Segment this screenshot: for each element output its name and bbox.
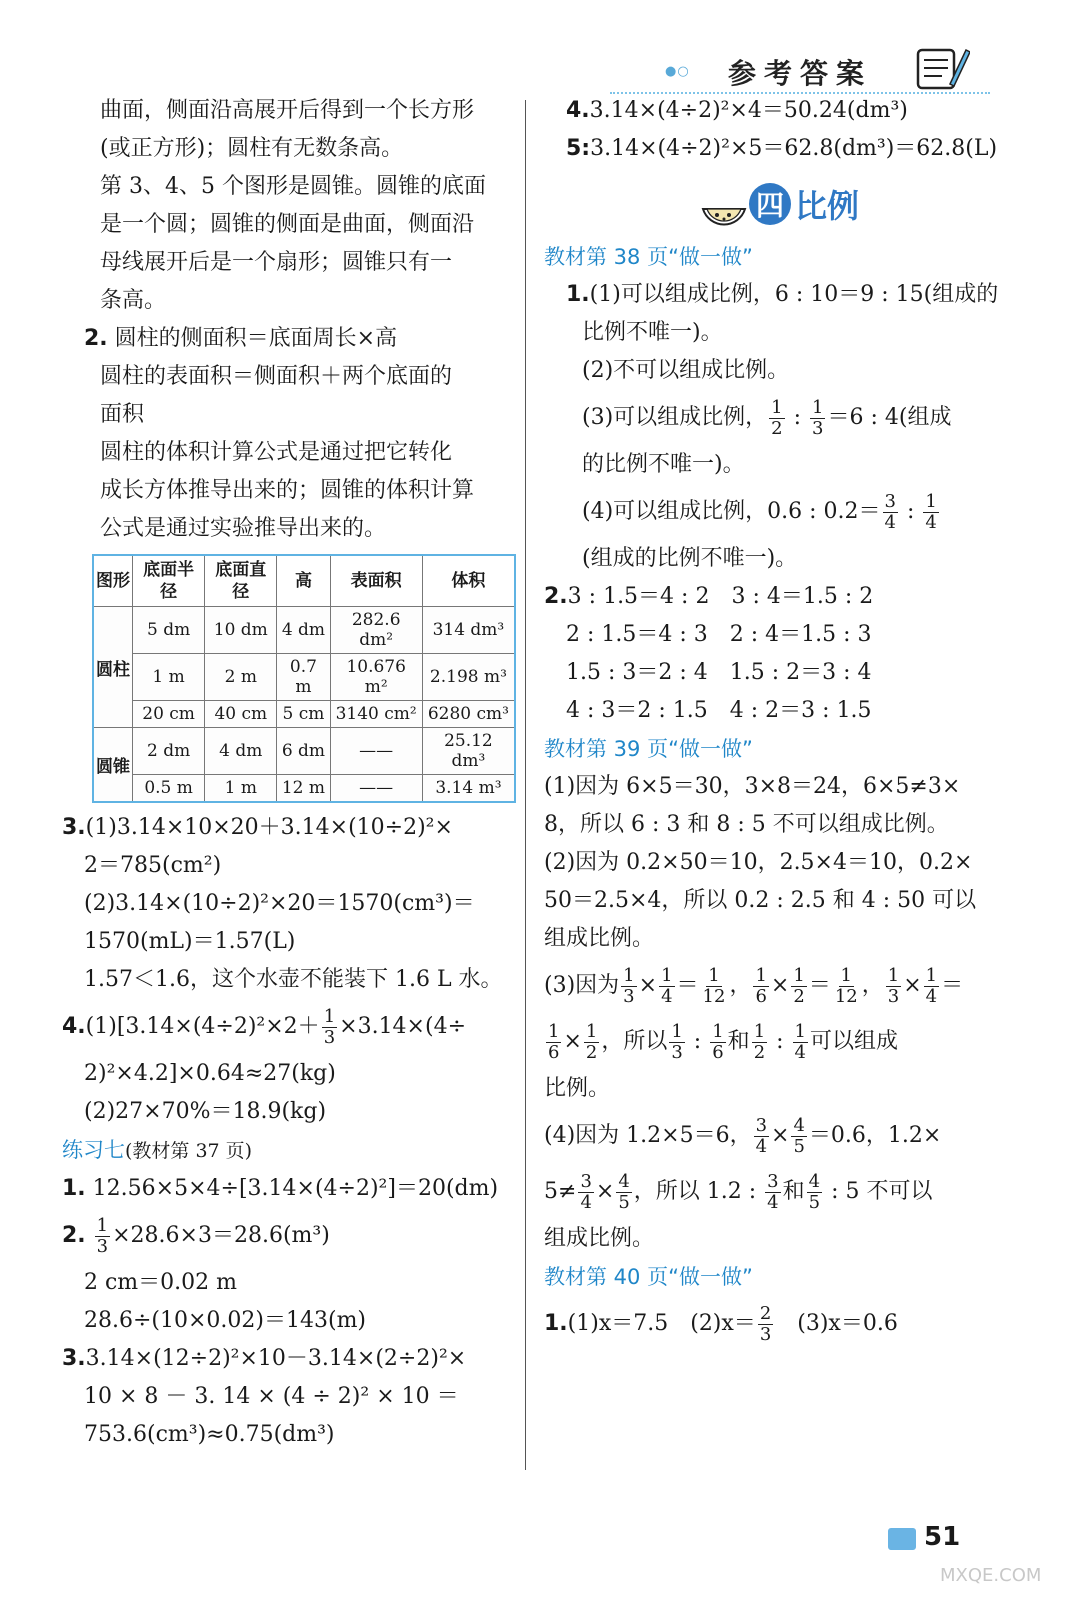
numerator: 1 — [755, 964, 767, 986]
numerator: 1 — [671, 1020, 683, 1042]
table-cell: 2 m — [205, 654, 277, 701]
numerator: 1 — [812, 396, 824, 418]
exercise-1-line — [62, 1170, 512, 1208]
numerator: 1 — [623, 964, 635, 986]
cylinder-cone-table — [92, 554, 516, 803]
fraction — [769, 398, 784, 439]
question-number: 1. — [566, 282, 590, 307]
column-divider — [525, 100, 526, 1470]
answer-text: 圆柱的侧面积＝底面周长×高 — [114, 326, 398, 351]
answer-text: 3.14×(12÷2)²×10－3.14×(2÷2)²× — [85, 1346, 467, 1371]
denominator: 4 — [580, 1191, 592, 1213]
fraction-equation-line: $\frac{1}{6}$ × $\frac{1}{2}$ ，所以 $\frac{1}{3}$ : $\frac{1}{6}$ 和 $\frac{1}{2}$ : $\frac{1}{4}$ 可以组成 — [548, 1020, 899, 1063]
numerator: 3 — [580, 1170, 592, 1192]
numerator: 1 — [887, 964, 900, 986]
text-line: (2)不可以组成比例。 — [582, 358, 790, 383]
section-number-badge: 四 — [749, 183, 791, 225]
answer-text: 5≠ — [544, 1179, 577, 1204]
text-line: 是一个圆；圆锥的侧面是曲面，侧面沿 — [100, 212, 475, 237]
numerator: 1 — [794, 1020, 806, 1042]
denominator: 12 — [834, 985, 858, 1007]
text-line: 成长方体推导出来的；圆锥的体积计算 — [100, 478, 475, 503]
table-cell: 6280 cm³ — [422, 701, 515, 728]
answer-text: (1)[3.14×(4÷2)²×2＋ — [85, 1014, 320, 1039]
numerator: 3 — [767, 1170, 779, 1192]
text-line: 面积 — [100, 402, 145, 427]
table-cell: 20 cm — [133, 701, 205, 728]
question-4-line — [62, 999, 512, 1055]
answer-text: (4)可以组成比例，0.6 : 0.2＝ — [582, 499, 881, 524]
fraction — [322, 1007, 337, 1048]
denominator: 4 — [925, 985, 938, 1007]
fraction-equation-line: 5≠ $\frac{3}{4}$ × $\frac{4}{5}$ ，所以 1.2 : $\frac{3}{4}$ 和 $\frac{4}{5}$ : 5 不可以 — [544, 1170, 933, 1213]
fraction — [886, 966, 901, 1007]
table-header: 表面积 — [330, 555, 422, 607]
fraction — [924, 966, 939, 1007]
fraction — [753, 966, 768, 1007]
text-line: 条高。 — [100, 288, 167, 313]
fraction — [659, 966, 674, 1007]
text-line: (2)3.14×(10÷2)²×20＝1570(cm³)＝ — [84, 891, 475, 916]
question-number: 5: — [566, 136, 591, 161]
text-line: 1570(mL)＝1.57(L) — [84, 929, 296, 954]
table-header: 图形 — [93, 555, 133, 607]
text-line: 1.57＜1.6，这个水壶不能装下 1.6 L 水。 — [84, 967, 503, 992]
section-heading-39: 教材第 39 页“做一做” — [544, 737, 753, 761]
numerator: 1 — [925, 964, 938, 986]
answer-text: ×3.14×(4÷ — [339, 1014, 467, 1039]
exercise-7-heading — [62, 1131, 512, 1170]
answer-text: : 5 不可以 — [824, 1179, 933, 1204]
section-heading-38: 教材第 38 页“做一做” — [544, 245, 753, 269]
fraction — [791, 1116, 806, 1157]
table-header: 底面直径 — [205, 555, 277, 607]
table-cell: 4 dm — [205, 728, 277, 775]
answer-text: (1)x＝7.5 (2)x＝ — [567, 1311, 756, 1336]
text-line: 753.6(cm³)≈0.75(dm³) — [84, 1422, 335, 1447]
text-line: 的比例不唯一)。 — [582, 452, 745, 477]
denominator: 3 — [812, 417, 824, 439]
answer-text: (1)可以组成比例，6 : 10＝9 : 15(组成的 — [589, 282, 999, 307]
fraction — [616, 1172, 631, 1213]
table-header: 高 — [277, 555, 330, 607]
text-line: 2)²×4.2]×0.64≈27(kg) — [84, 1061, 336, 1086]
table-cell: 2 dm — [133, 728, 205, 775]
numerator: 2 — [759, 1302, 772, 1324]
page-header — [610, 40, 1050, 100]
table-cell: 4 dm — [277, 607, 330, 654]
question-number: 3. — [62, 1346, 86, 1371]
page-number: 51 — [924, 1522, 961, 1552]
table-cell: 5 cm — [277, 701, 330, 728]
denominator: 4 — [925, 511, 937, 533]
answer-text: 和 — [782, 1179, 805, 1204]
table-cell: 282.6 dm² — [330, 607, 422, 654]
table-row — [93, 775, 515, 803]
table-cell: —— — [330, 775, 422, 803]
table-cell: —— — [330, 728, 422, 775]
watermark: MXQE.COM — [940, 1565, 1042, 1586]
fraction-equation-line: (4)因为 1.2×5＝6， $\frac{3}{4}$ × $\frac{4}{5}$ ＝0.6，1.2× — [544, 1114, 942, 1157]
question-4-line — [544, 92, 1014, 130]
table-cell: 10.676 m² — [330, 654, 422, 701]
header-dots: ●○ — [665, 64, 690, 79]
fraction — [95, 1216, 110, 1257]
denominator: 3 — [323, 1026, 336, 1048]
question-1-line — [544, 276, 1014, 314]
numerator: 1 — [585, 1020, 598, 1042]
denominator: 6 — [712, 1041, 724, 1063]
denominator: 5 — [618, 1191, 630, 1213]
text-line: 2 : 1.5＝4 : 3 2 : 4＝1.5 : 3 — [566, 622, 872, 647]
table-header: 底面半径 — [133, 555, 205, 607]
denominator: 4 — [661, 985, 673, 1007]
denominator: 12 — [702, 985, 726, 1007]
numerator: 4 — [618, 1170, 630, 1192]
table-header: 体积 — [422, 555, 515, 607]
table-cell: 3140 cm² — [330, 701, 422, 728]
fraction — [807, 1172, 822, 1213]
answer-text: ，所以 — [601, 1029, 668, 1054]
question-number: 1. — [544, 1311, 568, 1336]
fraction — [752, 1022, 767, 1063]
numerator: 1 — [708, 964, 720, 986]
answer-text: ＝0.6，1.2× — [808, 1123, 942, 1148]
answer-text: ×28.6×3＝28.6(m³) — [112, 1223, 330, 1248]
question-2-line — [62, 320, 512, 358]
question-number: 2. — [62, 1223, 86, 1248]
table-cell: 314 dm³ — [422, 607, 515, 654]
denominator: 3 — [759, 1323, 772, 1345]
table-row — [93, 701, 515, 728]
table-cell: 1 m — [205, 775, 277, 803]
answer-text: ＝6 : 4(组成 — [827, 405, 952, 430]
text-line: (2)因为 0.2×50＝10，2.5×4＝10，0.2× — [544, 850, 973, 875]
fraction — [791, 966, 806, 1007]
question-number: 3. — [62, 815, 86, 840]
text-line: 10 × 8 － 3. 14 × (4 ÷ 2)² × 10 ＝ — [84, 1384, 459, 1409]
table-cell: 5 dm — [133, 607, 205, 654]
numerator: 1 — [793, 964, 805, 986]
question-number: 2. — [84, 326, 108, 351]
denominator: 3 — [623, 985, 635, 1007]
answer-text: (3)因为 — [544, 973, 620, 998]
text-line: 比例。 — [544, 1076, 611, 1101]
table-cell: 40 cm — [205, 701, 277, 728]
text-line: (组成的比例不唯一)。 — [582, 546, 798, 571]
fraction — [923, 492, 938, 533]
text-line: 8，所以 6 : 3 和 8 : 5 不可以组成比例。 — [544, 812, 949, 837]
denominator: 6 — [548, 1041, 560, 1063]
text-line — [544, 484, 1014, 540]
table-cell: 0.7 m — [277, 654, 330, 701]
denominator: 5 — [808, 1191, 821, 1213]
numerator: 1 — [753, 1020, 766, 1042]
numerator: 1 — [925, 490, 937, 512]
fraction — [754, 1116, 769, 1157]
fraction — [701, 966, 728, 1007]
table-cell: 0.5 m — [133, 775, 205, 803]
text-line: 2 cm＝0.02 m — [84, 1270, 238, 1295]
numerator: 1 — [96, 1214, 109, 1236]
shape-label-cone: 圆锥 — [93, 728, 133, 803]
denominator: 2 — [585, 1041, 598, 1063]
table-cell: 6 dm — [277, 728, 330, 775]
text-line: 母线展开后是一个扇形；圆锥只有一 — [100, 250, 453, 275]
fraction — [584, 1022, 599, 1063]
question-number: 4. — [62, 1014, 86, 1039]
fraction — [710, 1022, 725, 1063]
answer-text: 可以组成 — [810, 1029, 899, 1054]
denominator: 4 — [794, 1041, 806, 1063]
text-line: 第 3、4、5 个图形是圆锥。圆锥的底面 — [100, 174, 486, 199]
denominator: 4 — [767, 1191, 779, 1213]
numerator: 4 — [808, 1170, 821, 1192]
question-2-line — [544, 578, 1014, 616]
text-line: 50＝2.5×4，所以 0.2 : 2.5 和 4 : 50 可以 — [544, 888, 977, 913]
table-cell: 25.12 dm³ — [422, 728, 515, 775]
numerator: 3 — [755, 1114, 768, 1136]
answer-text: ，所以 1.2 : — [633, 1179, 764, 1204]
answer-text: 和 — [727, 1029, 750, 1054]
exercise-3-line — [62, 1340, 512, 1378]
text-line: 圆柱的体积计算公式是通过把它转化 — [100, 440, 453, 465]
ratio-colon: : — [900, 499, 922, 524]
exercise-subtitle: (教材第 37 页) — [125, 1140, 253, 1162]
fraction — [793, 1022, 808, 1063]
text-line: 组成比例。 — [544, 926, 655, 951]
denominator: 4 — [755, 1135, 768, 1157]
answer-text: 3 : 1.5＝4 : 2 3 : 4＝1.5 : 2 — [567, 584, 874, 609]
text-line: 组成比例。 — [544, 1226, 655, 1251]
numerator: 1 — [771, 396, 783, 418]
text-line: 圆柱的表面积＝侧面积＋两个底面的 — [100, 364, 453, 389]
question-1-line — [544, 1296, 1014, 1352]
fraction-equation-line: (3)因为 $\frac{1}{3}$ × $\frac{1}{4}$ ＝ $\frac{1}{12}$ ， $\frac{1}{6}$ × $\frac{1}{2}$ ＝ $\frac{1}{12}$ ， $\frac{1}{3}$ × $\frac{1}{4}$ ＝ — [544, 964, 964, 1007]
numerator: 1 — [661, 964, 673, 986]
denominator: 4 — [884, 511, 896, 533]
table-cell: 10 dm — [205, 607, 277, 654]
denominator: 3 — [96, 1235, 109, 1257]
denominator: 5 — [793, 1135, 805, 1157]
text-line: 4 : 3＝2 : 1.5 4 : 2＝3 : 1.5 — [566, 698, 872, 723]
table-cell: 3.14 m³ — [422, 775, 515, 803]
numerator: 1 — [712, 1020, 724, 1042]
question-5-line — [544, 130, 1014, 168]
answer-text: (3)x＝0.6 — [775, 1311, 898, 1336]
text-line: 28.6÷(10×0.02)＝143(m) — [84, 1308, 367, 1333]
watermelon-mascot-icon — [699, 179, 749, 229]
text-line: (2)27×70%＝18.9(kg) — [84, 1099, 327, 1124]
question-number: 4. — [566, 98, 590, 123]
question-number: 2. — [544, 584, 568, 609]
answer-text: (4)因为 1.2×5＝6， — [544, 1123, 752, 1148]
numerator: 1 — [840, 964, 852, 986]
shape-label-cylinder: 圆柱 — [93, 607, 133, 728]
denominator: 6 — [755, 985, 767, 1007]
page-number-marker — [888, 1528, 916, 1550]
fraction — [833, 966, 860, 1007]
fraction — [669, 1022, 684, 1063]
text-line: 公式是通过实验推导出来的。 — [100, 516, 387, 541]
answer-text: (3)可以组成比例， — [582, 405, 768, 430]
left-column — [62, 92, 512, 1454]
text-line: (或正方形)；圆柱有无数条高。 — [100, 136, 404, 161]
table-cell: 1 m — [133, 654, 205, 701]
denominator: 2 — [793, 985, 805, 1007]
question-number: 1. — [62, 1176, 86, 1201]
header-title: 参考答案 — [728, 57, 873, 90]
fraction — [883, 492, 898, 533]
fraction — [578, 1172, 593, 1213]
answer-text: 12.56×5×4÷[3.14×(4÷2)²]＝20(dm) — [92, 1176, 499, 1201]
denominator: 3 — [671, 1041, 683, 1063]
exercise-2-line — [62, 1208, 512, 1264]
table-cell: 2.198 m³ — [422, 654, 515, 701]
text-line — [544, 390, 1014, 446]
denominator: 2 — [771, 417, 783, 439]
ratio-colon: : — [786, 405, 809, 430]
numerator: 4 — [793, 1114, 805, 1136]
denominator: 2 — [753, 1041, 766, 1063]
fraction — [765, 1172, 780, 1213]
table-row — [93, 728, 515, 775]
fraction — [621, 966, 636, 1007]
numerator: 3 — [884, 490, 896, 512]
numerator: 1 — [323, 1005, 336, 1027]
right-column — [544, 92, 1014, 1352]
answer-text: (1)3.14×10×20＋3.14×(10÷2)²× — [85, 815, 453, 840]
section-badge — [544, 174, 1014, 234]
text-line: 比例不唯一)。 — [582, 320, 723, 345]
answer-text: 3.14×(4÷2)²×5＝62.8(dm³)＝62.8(L) — [590, 136, 998, 161]
table-row — [93, 654, 515, 701]
notepad-pencil-icon — [910, 40, 970, 96]
table-header-row — [93, 555, 515, 607]
denominator: 3 — [887, 985, 900, 1007]
numerator: 1 — [548, 1020, 560, 1042]
table-row — [93, 607, 515, 654]
text-line: 曲面，侧面沿高展开后得到一个长方形 — [100, 98, 475, 123]
text-line: 1.5 : 3＝2 : 4 1.5 : 2＝3 : 4 — [566, 660, 872, 685]
fraction — [758, 1304, 773, 1345]
text-line: 2＝785(cm²) — [84, 853, 222, 878]
section-heading-40: 教材第 40 页“做一做” — [544, 1265, 753, 1289]
question-3-line — [62, 809, 512, 847]
table-cell: 12 m — [277, 775, 330, 803]
fraction — [546, 1022, 561, 1063]
exercise-title: 练习七 — [62, 1138, 125, 1162]
answer-text: 3.14×(4÷2)²×4＝50.24(dm³) — [589, 98, 908, 123]
section-title: 比例 — [794, 187, 859, 225]
fraction — [810, 398, 825, 439]
text-line: (1)因为 6×5＝30，3×8＝24，6×5≠3× — [544, 774, 961, 799]
